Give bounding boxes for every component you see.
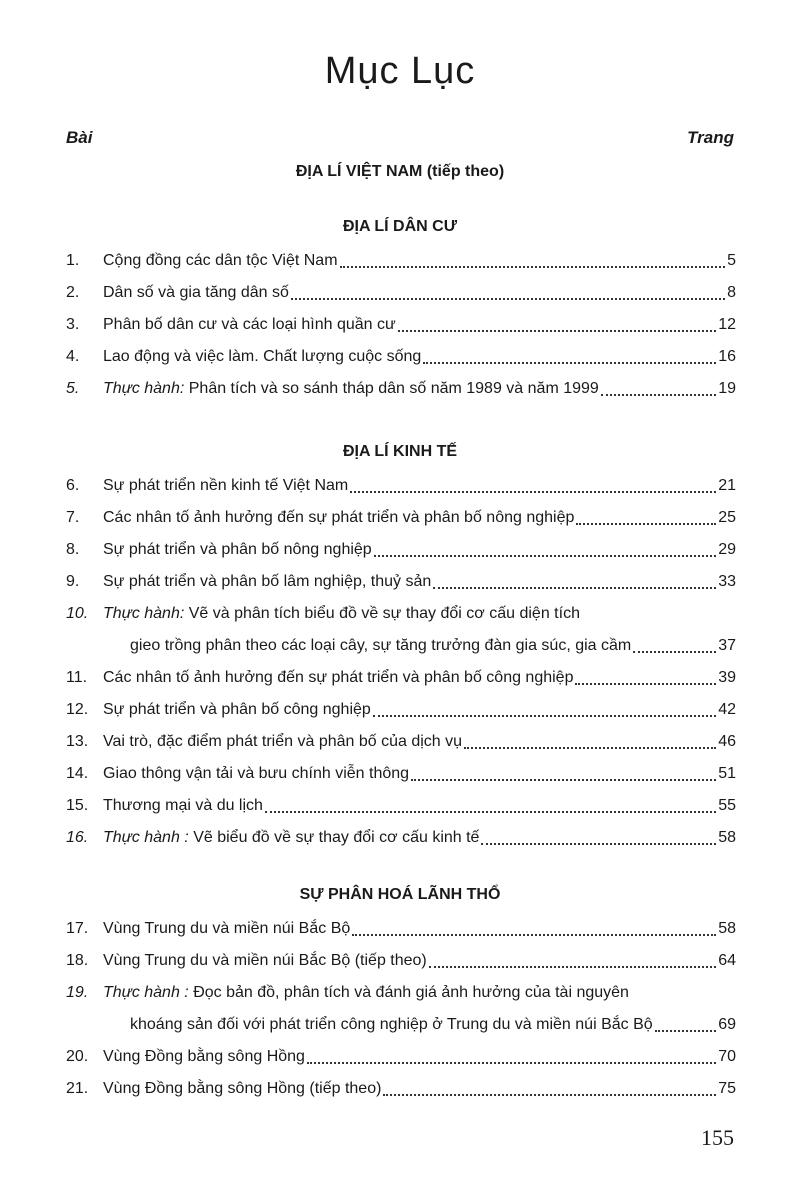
entry-title [103, 477, 348, 495]
entry-text: Vùng Trung du và miền núi Bắc Bộ [103, 920, 351, 937]
toc-entry[interactable] [66, 916, 736, 948]
leader-dots [423, 348, 716, 364]
toc-entry[interactable] [66, 344, 736, 376]
toc-entry[interactable] [66, 473, 736, 505]
entry-text: Vẽ và phân tích biểu đồ về sự thay đổi cơ cấu diện tích [184, 605, 580, 622]
leader-dots [398, 316, 716, 332]
leader-dots [350, 477, 716, 493]
entry-title [103, 509, 574, 527]
leader-dots [411, 765, 716, 781]
toc-entry[interactable] [66, 569, 736, 601]
entry-page: 58 [718, 920, 736, 937]
column-header-page: Trang [687, 128, 734, 147]
entry-prefix: Thực hành: [103, 380, 185, 397]
toc-entry[interactable] [66, 948, 736, 980]
section-heading: ĐỊA LÍ DÂN CƯ [342, 218, 457, 235]
entry-text: Thương mại và du lịch [103, 797, 263, 814]
entry-page: 25 [718, 509, 736, 526]
entry-page: 5 [727, 252, 736, 269]
entry-text: Phân bố dân cư và các loại hình quần cư [103, 316, 396, 333]
entry-page: 75 [718, 1080, 736, 1097]
entry-number: 4. [66, 348, 80, 365]
entry-page: 46 [718, 733, 736, 750]
entry-page: 51 [718, 765, 736, 782]
entry-title [103, 701, 371, 719]
entry-text: Vùng Đồng bằng sông Hồng (tiếp theo) [103, 1080, 382, 1097]
entry-number: 21. [66, 1080, 89, 1097]
entry-title [103, 920, 350, 938]
toc-entry[interactable] [66, 761, 736, 793]
entry-text: Sự phát triển và phân bố nông nghiệp [103, 541, 372, 558]
section-heading: ĐỊA LÍ KINH TẾ [342, 443, 458, 460]
entry-page: 12 [718, 316, 736, 333]
column-header-lesson: Bài [66, 128, 93, 147]
leader-dots [481, 829, 716, 845]
entry-page: 58 [718, 829, 736, 846]
leader-dots [575, 669, 716, 685]
toc-entry[interactable] [66, 312, 736, 344]
entry-title [103, 605, 580, 623]
entry-number: 8. [66, 541, 80, 558]
toc-entry[interactable] [66, 1076, 736, 1108]
entry-number: 7. [66, 509, 80, 526]
toc-entry[interactable] [66, 729, 736, 761]
toc-entry[interactable] [66, 376, 736, 408]
entry-text: Sự phát triển và phân bố lâm nghiệp, thuỷ sản [103, 573, 432, 590]
entry-title [103, 829, 479, 847]
entry-page: 39 [718, 669, 736, 686]
toc-section-list [66, 916, 736, 1108]
entry-title [130, 1016, 653, 1034]
leader-dots [601, 380, 716, 396]
entry-page: 42 [718, 701, 736, 718]
entry-number: 1. [66, 252, 80, 269]
entry-prefix: Thực hành : [103, 829, 189, 846]
entry-number: 19. [66, 984, 89, 1001]
entry-title [103, 952, 427, 970]
entry-title [103, 765, 409, 783]
entry-title [103, 284, 289, 302]
entry-page: 33 [718, 573, 736, 590]
entry-number: 6. [66, 477, 80, 494]
entry-title [103, 316, 396, 334]
leader-dots [655, 1016, 717, 1032]
leader-dots [576, 509, 716, 525]
entry-number: 14. [66, 765, 89, 782]
entry-title [103, 380, 599, 398]
entry-number: 16. [66, 829, 89, 846]
entry-page: 69 [718, 1016, 736, 1033]
entry-page: 29 [718, 541, 736, 558]
entry-text: Vùng Đồng bằng sông Hồng [103, 1048, 305, 1065]
entry-title [130, 637, 631, 655]
toc-entry[interactable] [66, 248, 736, 280]
entry-text: Giao thông vận tải và bưu chính viễn thông [103, 765, 410, 782]
entry-number: 10. [66, 605, 89, 622]
leader-dots [383, 1080, 716, 1096]
entry-number: 20. [66, 1048, 89, 1065]
toc-entry[interactable] [66, 601, 736, 665]
entry-number: 5. [66, 380, 80, 397]
entry-page: 16 [718, 348, 736, 365]
entry-number: 3. [66, 316, 80, 333]
leader-dots [373, 701, 716, 717]
toc-entry[interactable] [66, 697, 736, 729]
entry-title [103, 797, 263, 815]
entry-page: 55 [718, 797, 736, 814]
entry-text: Sự phát triển và phân bố công nghiệp [103, 701, 371, 718]
leader-dots [464, 733, 716, 749]
entry-page: 19 [718, 380, 736, 397]
entry-title [103, 573, 431, 591]
entry-text: Sự phát triển nền kinh tế Việt Nam [103, 477, 349, 494]
main-heading: ĐỊA LÍ VIỆT NAM (tiếp theo) [295, 163, 505, 180]
entry-text: gieo trồng phân theo các loại cây, sự tăng trưởng đàn gia súc, gia cầm [130, 637, 632, 654]
entry-title [103, 541, 372, 559]
entry-page: 64 [718, 952, 736, 969]
toc-entry[interactable] [66, 665, 736, 697]
toc-entry[interactable] [66, 980, 736, 1044]
leader-dots [265, 797, 716, 813]
leader-dots [374, 541, 717, 557]
leader-dots [433, 573, 716, 589]
entry-number: 17. [66, 920, 89, 937]
toc-entry[interactable] [66, 825, 736, 857]
entry-prefix: Thực hành : [103, 984, 189, 1001]
entry-title [103, 1048, 305, 1066]
entry-prefix: Thực hành: [103, 605, 185, 622]
entry-text: Vẽ biểu đồ về sự thay đổi cơ cấu kinh tế [188, 829, 480, 846]
entry-number: 15. [66, 797, 89, 814]
toc-section-list [66, 248, 736, 408]
entry-title [103, 733, 462, 751]
entry-page: 37 [718, 637, 736, 654]
toc-entry[interactable] [66, 505, 736, 537]
entry-text: Vùng Trung du và miền núi Bắc Bộ (tiếp theo) [103, 952, 427, 969]
entry-number: 12. [66, 701, 89, 718]
entry-page: 8 [727, 284, 736, 301]
leader-dots [291, 284, 725, 300]
entry-title [103, 348, 421, 366]
entry-text: Các nhân tố ảnh hưởng đến sự phát triển và phân bố nông nghiệp [103, 509, 575, 526]
section-heading: SỰ PHÂN HOÁ LÃNH THỔ [299, 886, 501, 903]
toc-section-list [66, 473, 736, 857]
entry-title [103, 252, 338, 270]
page-number: 155 [701, 1125, 734, 1150]
entry-title [103, 984, 629, 1002]
toc-entry[interactable] [66, 793, 736, 825]
leader-dots [307, 1048, 716, 1064]
entry-title [103, 669, 573, 687]
entry-title [103, 1080, 381, 1098]
entry-number: 18. [66, 952, 89, 969]
leader-dots [429, 952, 716, 968]
entry-text: Đọc bản đồ, phân tích và đánh giá ảnh hưởng của tài nguyên [188, 984, 629, 1001]
toc-entry[interactable] [66, 1044, 736, 1076]
toc-entry[interactable] [66, 280, 736, 312]
entry-text: Các nhân tố ảnh hưởng đến sự phát triển và phân bố công nghiệp [103, 669, 574, 686]
entry-text: khoáng sản đối với phát triển công nghiệp ở Trung du và miền núi Bắc Bộ [130, 1016, 653, 1033]
entry-number: 13. [66, 733, 89, 750]
entry-number: 11. [66, 669, 88, 686]
entry-text: Vai trò, đặc điểm phát triển và phân bố của dịch vụ [103, 733, 463, 750]
entry-page: 21 [718, 477, 736, 494]
page-title: Mục Lục [324, 50, 476, 92]
leader-dots [340, 252, 726, 268]
entry-number: 2. [66, 284, 80, 301]
entry-text: Dân số và gia tăng dân số [103, 284, 289, 301]
toc-entry[interactable] [66, 537, 736, 569]
entry-text: Cộng đồng các dân tộc Việt Nam [103, 252, 338, 269]
entry-text: Lao động và việc làm. Chất lượng cuộc sống [103, 348, 422, 365]
entry-number: 9. [66, 573, 80, 590]
entry-page: 70 [718, 1048, 736, 1065]
entry-text: Phân tích và so sánh tháp dân số năm 1989 và năm 1999 [184, 380, 599, 397]
leader-dots [352, 920, 716, 936]
leader-dots [633, 637, 716, 653]
